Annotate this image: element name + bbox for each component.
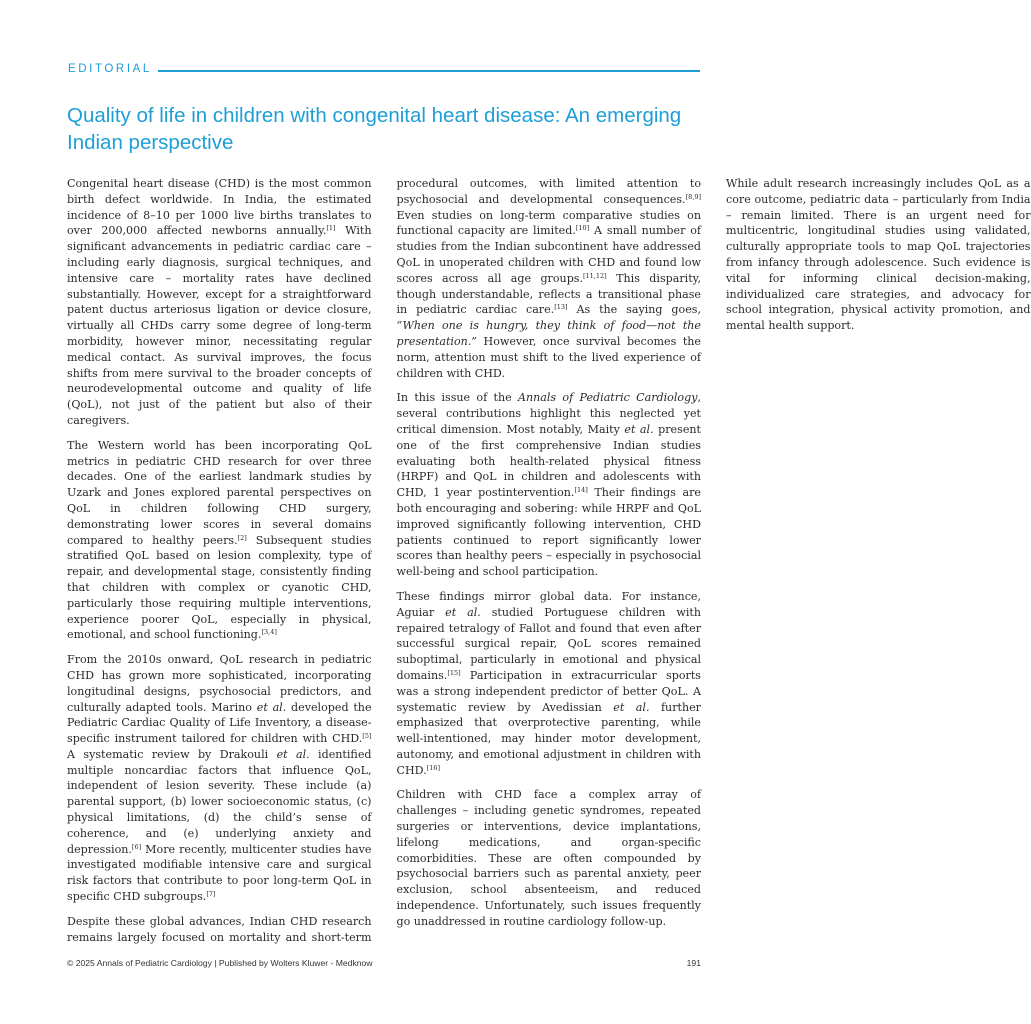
citation-ref: [11,12] [583,271,607,280]
citation-ref: [13] [554,303,568,312]
body-paragraph: These findings mirror global data. For instance, Aguiar et al. studied Portuguese children with repaired tetralogy of Fallot and found that even after successful surgical repair, QoL scores remained suboptimal, particularly in emotional and physical domains.[15] Participation in extracurricular sports was a strong independent predictor of better QoL. A systematic review by Avedissian et al. further emphasized that overprotective parenting, while well-intentioned, may hinder motor development, autonomy, and emotional adjustment in children with CHD.[16] [396,589,701,777]
article-title: Quality of life in children with congenital heart disease: An emerging Indian perspective [67,104,682,154]
citation-ref: [5] [362,732,372,741]
section-header [68,63,700,79]
citation-ref: [6] [131,842,142,851]
citation-ref: [8,9] [685,192,701,201]
citation-ref: [16] [426,763,441,772]
page-number: 191 [686,958,701,968]
citation-ref: [10] [575,224,590,233]
body-paragraph: While adult research increasingly includes QoL as a core outcome, pediatric data – particularly from India – remain limited. There is an urgent need for multicentric, longitudinal studies using validated, culturally appropriate tools to map QoL trajectories from infancy through adolescence. Such evidence is vital for informing clinical decision-making, individualized care strategies, and advocacy for school integration, physical activity promotion, and mental health support. [726,177,1031,333]
body-paragraph: Children with CHD face a complex array of challenges – including genetic syndromes, repeated surgeries or interventions, device implantations, lifelong medications, and organ-specific comorbidities. These are often compounded by psychosocial barriers such as parental anxiety, peer exclusion, school absenteeism, and reduced independence. Unfortunately, such issues frequently go unaddressed in routine cardiology follow-up. [396,788,701,928]
citation-ref: [7] [206,890,216,899]
citation-ref: [15] [447,668,461,677]
section-label: EDITORIAL [68,63,152,75]
body-paragraph: Despite these global advances, Indian CHD research remains largely focused on mortality and short-term procedural outcomes, with limited attention to psychosocial and developmental consequences.[8,9] Even studies on long-term comparative studies on functional capacity are limited.[10] A small number of studies from the Indian subcontinent have addressed QoL in unoperated children with CHD and found low scores across all age groups.[11,12] This disparity, though understandable, reflects a transitional phase in pediatric cardiac care.[13] As the saying goes, “When one is hungry, they think of food—not the presentation.” However, once survival becomes the norm, attention must shift to the lived experience of children with CHD. [67,177,701,944]
body-paragraph: From the 2010s onward, QoL research in pediatric CHD has grown more sophisticated, incorporating longitudinal designs, psychosocial predictors, and culturally adapted tools. Marino et al. developed the Pediatric Cardiac Quality of Life Inventory, a disease-specific instrument tailored for children with CHD.[5] A systematic review by Drakouli et al. identified multiple noncardiac factors that influence QoL, independent of lesion severity. These include (a) parental support, (b) lower socioeconomic status, (c) physical limitations, (d) the child’s sense of coherence, and (e) underlying anxiety and depression.[6] More recently, multicenter studies have investigated modifiable intensive care and surgical risk factors that contribute to poor long-term QoL in specific CHD subgroups.[7] [67,653,372,904]
copyright-notice: © 2025 Annals of Pediatric Cardiology | Published by Wolters Kluwer - Medknow [67,958,373,968]
citation-ref: [2] [237,533,247,542]
citation-ref: [14] [574,486,588,495]
citation-ref: [3,4] [261,628,277,637]
body-paragraph: In this issue of the Annals of Pediatric Cardiology, several contributions highlight this neglected yet critical dimension. Most notably, Maity et al. present one of the first comprehensive Indian studies evaluating both health-related physical fitness (HRPF) and QoL in children and adolescents with CHD, 1 year postintervention.[14] Their findings are both encouraging and sobering: while HRPF and QoL improved significantly following intervention, CHD patients continued to report significantly lower scores than healthy peers – especially in psychosocial well-being and school participation. [396,391,701,579]
body-paragraph: The Western world has been incorporating QoL metrics in pediatric CHD research for over three decades. One of the earliest landmark studies by Uzark and Jones explored parental perspectives on QoL in children following CHD surgery, demonstrating lower scores in several domains compared to healthy peers.[2] Subsequent studies stratified QoL based on lesion complexity, type of repair, and developmental stage, consistently finding that children with complex or cyanotic CHD, particularly those requiring multiple interventions, experience poorer QoL, especially in physical, emotional, and school functioning.[3,4] [67,438,372,642]
article-body [67,176,1031,948]
header-rule [158,70,700,72]
page-footer [67,958,701,972]
body-paragraph: Congenital heart disease (CHD) is the most common birth defect worldwide. In India, the estimated incidence of 8–10 per 1000 live births translates to over 200,000 affected newborns annually.[1] With significant advancements in pediatric cardiac care – including early diagnosis, surgical techniques, and intensive care – mortality rates have declined substantially. However, except for a straightforward patent ductus arteriosus ligation or device closure, virtually all CHDs carry some degree of long-term morbidity, however minor, necessitating regular medical contact. As survival improves, the focus shifts from mere survival to the broader concepts of neurodevelopmental outcome and quality of life (QoL), not just of the patient but also of their caregivers. [67,177,372,427]
citation-ref: [1] [326,224,336,233]
